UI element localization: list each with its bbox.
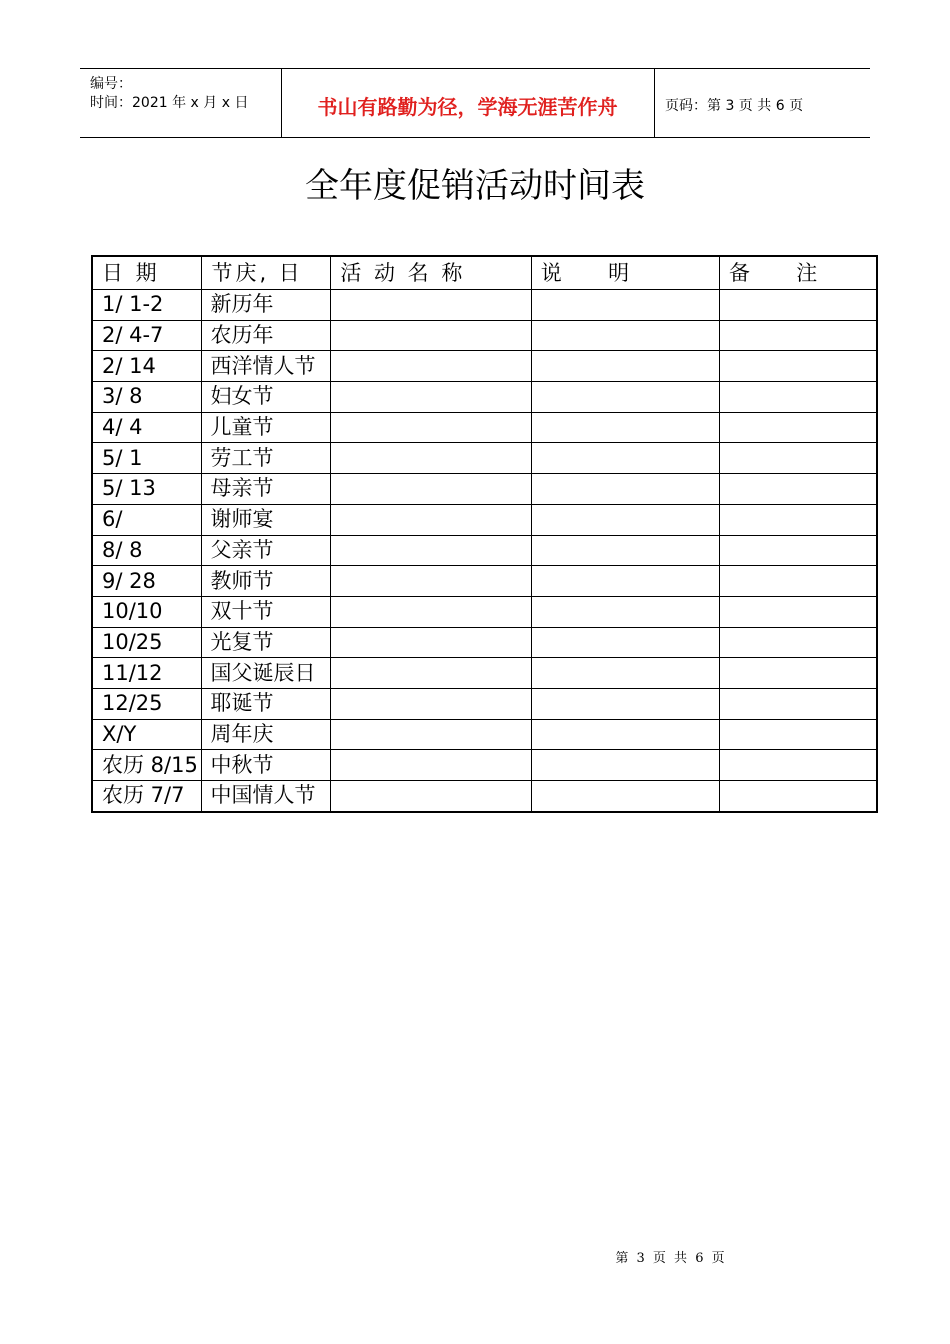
header-meta-cell (80, 69, 282, 137)
date-cell: 6/ (92, 504, 202, 535)
description-cell (531, 688, 719, 719)
table-row (92, 382, 877, 413)
table-row (92, 290, 877, 321)
holiday-cell: 中国情人节 (202, 781, 331, 812)
remarks-cell (719, 596, 877, 627)
remarks-cell (719, 382, 877, 413)
document-time: 时间：2021 年 x 月 x 日 (90, 95, 249, 111)
header-page-cell (655, 69, 870, 137)
description-cell (531, 658, 719, 689)
holiday-cell: 国父诞辰日 (202, 658, 331, 689)
table-row (92, 320, 877, 351)
description-cell (531, 320, 719, 351)
remarks-cell (719, 750, 877, 781)
description-cell (531, 627, 719, 658)
table-body (92, 290, 877, 812)
header-page-info: 页码：第 3 页 共 6 页 (665, 98, 804, 114)
promotion-schedule-table (91, 255, 878, 813)
remarks-cell (719, 351, 877, 382)
remarks-cell (719, 566, 877, 597)
description-cell (531, 412, 719, 443)
remarks-cell (719, 688, 877, 719)
description-cell (531, 566, 719, 597)
date-cell: 2/ 4-7 (92, 320, 202, 351)
date-cell: 10/10 (92, 596, 202, 627)
activity-cell (331, 412, 531, 443)
holiday-cell: 新历年 (202, 290, 331, 321)
remarks-cell (719, 320, 877, 351)
column-header-remarks: 备 注 (719, 256, 877, 290)
activity-cell (331, 382, 531, 413)
holiday-cell: 光复节 (202, 627, 331, 658)
holiday-cell: 儿童节 (202, 412, 331, 443)
activity-cell (331, 781, 531, 812)
description-cell (531, 781, 719, 812)
holiday-cell: 农历年 (202, 320, 331, 351)
document-title: 全年度促销活动时间表 (305, 166, 645, 206)
activity-cell (331, 535, 531, 566)
activity-cell (331, 750, 531, 781)
date-cell: 5/ 1 (92, 443, 202, 474)
activity-cell (331, 504, 531, 535)
holiday-cell: 妇女节 (202, 382, 331, 413)
date-cell: 农历 8/15 (92, 750, 202, 781)
date-cell: 5/ 13 (92, 474, 202, 505)
activity-cell (331, 351, 531, 382)
column-header-holiday: 节庆, 日 (202, 256, 331, 290)
remarks-cell (719, 658, 877, 689)
date-cell: 3/ 8 (92, 382, 202, 413)
table-row (92, 535, 877, 566)
date-cell: 2/ 14 (92, 351, 202, 382)
header-motto-cell (281, 69, 655, 137)
table-row (92, 627, 877, 658)
table-row (92, 596, 877, 627)
document-code: 编号： (90, 76, 132, 92)
remarks-cell (719, 504, 877, 535)
table-row (92, 474, 877, 505)
date-cell: 10/25 (92, 627, 202, 658)
table-row (92, 443, 877, 474)
activity-cell (331, 320, 531, 351)
remarks-cell (719, 535, 877, 566)
date-cell: 1/ 1-2 (92, 290, 202, 321)
description-cell (531, 535, 719, 566)
activity-cell (331, 290, 531, 321)
date-cell: 12/25 (92, 688, 202, 719)
holiday-cell: 教师节 (202, 566, 331, 597)
description-cell (531, 474, 719, 505)
activity-cell (331, 596, 531, 627)
description-cell (531, 443, 719, 474)
date-cell: 9/ 28 (92, 566, 202, 597)
header-motto: 书山有路勤为径，学海无涯苦作舟 (317, 95, 618, 119)
date-cell: X/Y (92, 719, 202, 750)
date-cell: 4/ 4 (92, 412, 202, 443)
remarks-cell (719, 412, 877, 443)
activity-cell (331, 443, 531, 474)
holiday-cell: 西洋情人节 (202, 351, 331, 382)
remarks-cell (719, 719, 877, 750)
remarks-cell (719, 290, 877, 321)
table-row (92, 688, 877, 719)
remarks-cell (719, 443, 877, 474)
page-footer: 第 3 页 共 6 页 (615, 1251, 725, 1266)
description-cell (531, 290, 719, 321)
table-row (92, 412, 877, 443)
activity-cell (331, 474, 531, 505)
holiday-cell: 谢师宴 (202, 504, 331, 535)
description-cell (531, 750, 719, 781)
date-cell: 农历 7/7 (92, 781, 202, 812)
table-header-row (92, 256, 877, 290)
holiday-cell: 父亲节 (202, 535, 331, 566)
table-row (92, 750, 877, 781)
remarks-cell (719, 627, 877, 658)
table-row (92, 566, 877, 597)
description-cell (531, 351, 719, 382)
page-header (80, 68, 870, 138)
remarks-cell (719, 781, 877, 812)
table-row (92, 719, 877, 750)
activity-cell (331, 566, 531, 597)
description-cell (531, 504, 719, 535)
holiday-cell: 劳工节 (202, 443, 331, 474)
date-cell: 8/ 8 (92, 535, 202, 566)
holiday-cell: 耶诞节 (202, 688, 331, 719)
table-row (92, 504, 877, 535)
activity-cell (331, 627, 531, 658)
description-cell (531, 719, 719, 750)
description-cell (531, 382, 719, 413)
table-row (92, 781, 877, 812)
activity-cell (331, 688, 531, 719)
holiday-cell: 中秋节 (202, 750, 331, 781)
column-header-activity: 活 动 名 称 (331, 256, 531, 290)
table-row (92, 351, 877, 382)
date-cell: 11/12 (92, 658, 202, 689)
column-header-date: 日 期 (92, 256, 202, 290)
holiday-cell: 周年庆 (202, 719, 331, 750)
activity-cell (331, 719, 531, 750)
activity-cell (331, 658, 531, 689)
description-cell (531, 596, 719, 627)
remarks-cell (719, 474, 877, 505)
holiday-cell: 双十节 (202, 596, 331, 627)
holiday-cell: 母亲节 (202, 474, 331, 505)
table-row (92, 658, 877, 689)
column-header-description: 说 明 (531, 256, 719, 290)
